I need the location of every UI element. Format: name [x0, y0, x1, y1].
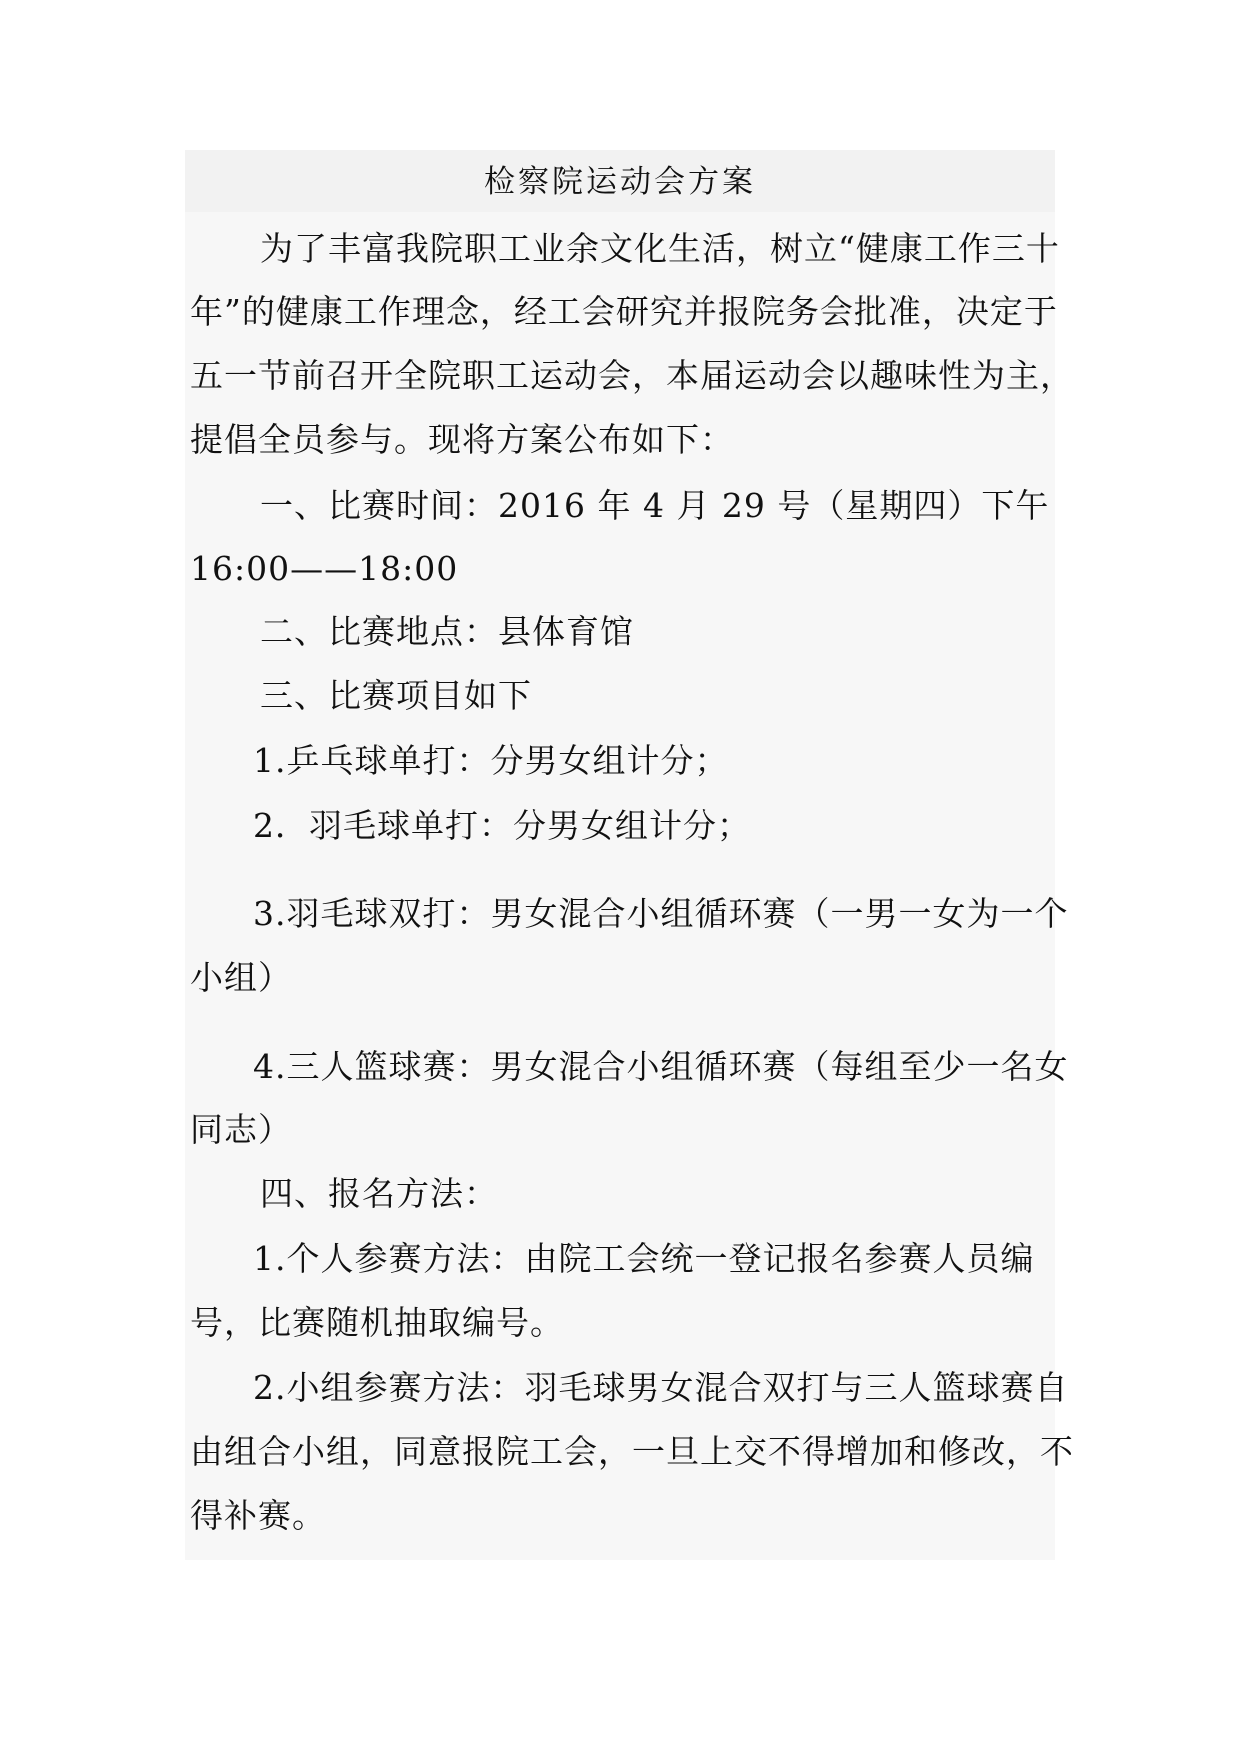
- section-registration: 四、报名方法：: [260, 1174, 498, 1213]
- document-title: 检察院运动会方案: [484, 164, 756, 200]
- registration-item-continued: 由组合小组，同意报院工会，一旦上交不得增加和修改，不: [190, 1432, 1074, 1471]
- section-time-continued: 16:00——18:00: [190, 549, 459, 588]
- registration-item: 1.个人参赛方法：由院工会统一登记报名参赛人员编: [253, 1239, 1035, 1278]
- section-time: 一、比赛时间：2016 年 4 月 29 号（星期四）下午: [260, 486, 1050, 525]
- event-item: 4.三人篮球赛：男女混合小组循环赛（每组至少一名女: [253, 1047, 1069, 1086]
- paragraph-line: 五一节前召开全院职工运动会，本届运动会以趣味性为主，: [190, 356, 1074, 395]
- event-item-continued: 小组）: [190, 958, 292, 997]
- paragraph-line: 年”的健康工作理念，经工会研究并报院务会批准，决定于: [190, 292, 1058, 331]
- registration-item-continued: 号，比赛随机抽取编号。: [190, 1303, 564, 1342]
- section-events: 三、比赛项目如下: [260, 676, 532, 715]
- paragraph-line: 为了丰富我院职工业余文化生活，树立“健康工作三十: [260, 229, 1060, 268]
- event-item: 1.乒乓球单打：分男女组计分；: [253, 741, 729, 780]
- event-item: 2．羽毛球单打：分男女组计分；: [253, 806, 751, 845]
- registration-item: 2.小组参赛方法：羽毛球男女混合双打与三人篮球赛自: [253, 1368, 1069, 1407]
- paragraph-line: 提倡全员参与。现将方案公布如下：: [190, 420, 734, 459]
- registration-item-continued: 得补赛。: [190, 1496, 326, 1535]
- event-item: 3.羽毛球双打：男女混合小组循环赛（一男一女为一个: [253, 894, 1069, 933]
- section-location: 二、比赛地点：县体育馆: [260, 612, 634, 651]
- event-item-continued: 同志）: [190, 1110, 292, 1149]
